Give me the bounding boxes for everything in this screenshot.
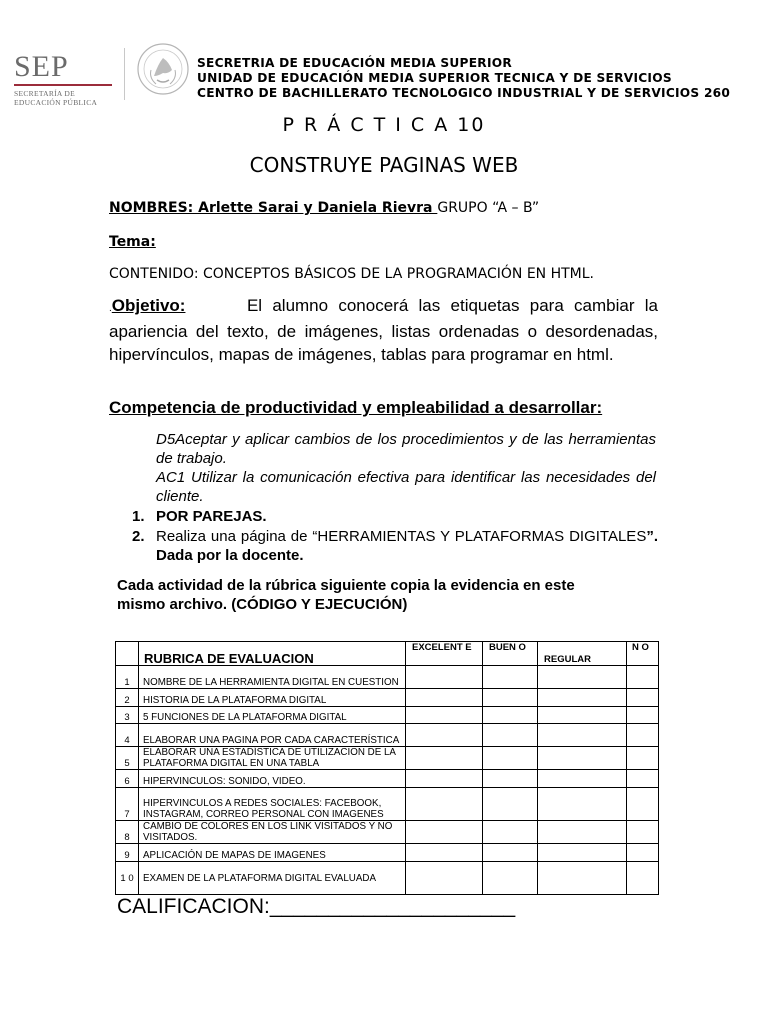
cell-regular (538, 862, 627, 895)
list-item-1 (132, 507, 658, 526)
list-item-number: 1. (132, 508, 145, 525)
institution-header (197, 56, 730, 101)
col-excelente: EXCELENT E (406, 642, 483, 666)
col-regular: REGULAR (538, 642, 627, 666)
table-row (116, 724, 659, 747)
cell-excelente (406, 770, 483, 788)
cell-bueno (483, 862, 538, 895)
sep-logo-sub-1: SECRETARÍA DE (14, 89, 76, 98)
cell-regular (538, 770, 627, 788)
row-description: HIPERVINCULOS: SONIDO, VIDEO. (139, 770, 406, 788)
row-description: ELABORAR UNA ESTADÍSTICA DE UTILIZACION DE LA PLATAFORMA DIGITAL EN UNA TABLA (139, 747, 406, 770)
row-description: APLICACIÓN DE MAPAS DE IMAGENES (139, 844, 406, 862)
cell-excelente (406, 724, 483, 747)
row-description: EXAMEN DE LA PLATAFORMA DIGITAL EVALUADA (139, 862, 406, 895)
row-number: 3 (116, 707, 139, 724)
table-row (116, 862, 659, 895)
row-number: 1 0 (116, 862, 139, 895)
rubric-table (115, 641, 659, 895)
list-item-2 (132, 527, 658, 565)
objetivo-label: Objetivo: (111, 296, 186, 315)
row-number: 4 (116, 724, 139, 747)
competencia-d5: D5Aceptar y aplicar cambios de los procedimientos y de las herramientas de trabajo. (156, 431, 656, 467)
table-row (116, 689, 659, 707)
list-item-text-a: Realiza una página de “HERRAMIENTAS Y PLATAFORMAS DIGITALES (156, 528, 647, 545)
contenido-line: CONTENIDO: CONCEPTOS BÁSICOS DE LA PROGRAMACIÓN EN HTML. (109, 266, 594, 282)
rubric-title: RUBRICA DE EVALUACION (139, 642, 406, 666)
header-line-2: UNIDAD DE EDUCACIÓN MEDIA SUPERIOR TECNICA Y DE SERVICIOS (197, 71, 672, 85)
row-number: 5 (116, 747, 139, 770)
objetivo-prefix: . (109, 303, 112, 314)
cell-bueno (483, 724, 538, 747)
sep-logo-word: SEP (14, 50, 69, 83)
instruction-text: Cada actividad de la rúbrica siguiente copia la evidencia en este mismo archivo. (CÓDIGO Y EJECUCIÓN) (117, 577, 575, 613)
cell-excelente (406, 666, 483, 689)
cell-regular (538, 666, 627, 689)
table-row (116, 821, 659, 844)
row-description: CAMBIO DE COLORES EN LOS LINK VISITADOS Y NO VISITADOS. (139, 821, 406, 844)
cell-bueno (483, 788, 538, 821)
cell-bueno (483, 689, 538, 707)
cell-regular (538, 821, 627, 844)
row-number: 6 (116, 770, 139, 788)
cell-bueno (483, 844, 538, 862)
cell-no (627, 666, 659, 689)
row-description: 5 FUNCIONES DE LA PLATAFORMA DIGITAL (139, 707, 406, 724)
cell-no (627, 747, 659, 770)
header-line-3: CENTRO DE BACHILLERATO TECNOLOGICO INDUSTRIAL Y DE SERVICIOS 260 (197, 86, 731, 100)
logo-divider (124, 48, 125, 100)
national-seal-icon (136, 40, 190, 98)
practice-subtitle: CONSTRUYE PAGINAS WEB (249, 153, 519, 177)
cell-excelente (406, 747, 483, 770)
cell-regular (538, 747, 627, 770)
row-number: 7 (116, 788, 139, 821)
header-line-1: SECRETRIA DE EDUCACIÓN MEDIA SUPERIOR (197, 56, 512, 70)
calificacion-line: CALIFICACION:_____________________ (117, 895, 516, 918)
cell-excelente (406, 707, 483, 724)
tema-label: Tema: (109, 234, 156, 250)
cell-excelente (406, 821, 483, 844)
cell-no (627, 770, 659, 788)
rubric-header-row (116, 642, 659, 666)
cell-excelente (406, 862, 483, 895)
rubric-header-num (116, 642, 139, 666)
cell-no (627, 724, 659, 747)
row-number: 1 (116, 666, 139, 689)
group-label: GRUPO “A – B” (437, 200, 540, 216)
list-item-text (156, 527, 658, 565)
list-item-number: 2. (132, 528, 145, 545)
cell-excelente (406, 844, 483, 862)
sep-logo-rule (14, 84, 112, 86)
table-row (116, 788, 659, 821)
objetivo-text: El alumno conocerá las etiquetas para cambiar la apariencia del texto, de imágenes, listas ordenadas o desordenadas, hipervínculos, mapas de imágenes, tablas para programar en html. (109, 296, 658, 364)
col-no: N O (627, 642, 659, 666)
table-row (116, 747, 659, 770)
objetivo-paragraph (109, 294, 658, 366)
cell-bueno (483, 821, 538, 844)
cell-excelente (406, 689, 483, 707)
cell-bueno (483, 770, 538, 788)
table-row (116, 707, 659, 724)
cell-regular (538, 689, 627, 707)
cell-no (627, 788, 659, 821)
cell-bueno (483, 747, 538, 770)
sep-logo-sub-2: EDUCACIÓN PÚBLICA (14, 98, 98, 107)
row-number: 2 (116, 689, 139, 707)
competencia-ac1: AC1 Utilizar la comunicación efectiva para identificar las necesidades del cliente. (156, 469, 656, 505)
table-row (116, 770, 659, 788)
cell-regular (538, 844, 627, 862)
competencia-title: Competencia de productividad y empleabilidad a desarrollar: (109, 398, 603, 417)
cell-bueno (483, 707, 538, 724)
row-number: 8 (116, 821, 139, 844)
row-description: NOMBRE DE LA HERRAMIENTA DIGITAL EN CUESTION (139, 666, 406, 689)
practice-title: P R Á C T I C A 10 (282, 114, 486, 136)
cell-excelente (406, 788, 483, 821)
table-row (116, 666, 659, 689)
cell-regular (538, 707, 627, 724)
sep-logo (14, 50, 116, 107)
row-number: 9 (116, 844, 139, 862)
cell-no (627, 821, 659, 844)
names-label: NOMBRES: Arlette Sarai y Daniela Rievra (109, 200, 438, 216)
cell-no (627, 689, 659, 707)
col-bueno: BUEN O (483, 642, 538, 666)
table-row (116, 844, 659, 862)
row-description: HIPERVINCULOS A REDES SOCIALES: FACEBOOK, INSTAGRAM, CORREO PERSONAL CON IMAGENES (139, 788, 406, 821)
cell-regular (538, 788, 627, 821)
cell-no (627, 862, 659, 895)
cell-no (627, 707, 659, 724)
row-description: HISTORIA DE LA PLATAFORMA DIGITAL (139, 689, 406, 707)
cell-bueno (483, 666, 538, 689)
cell-no (627, 844, 659, 862)
cell-regular (538, 724, 627, 747)
list-item-text-b: ”. Dada por la docente. (156, 528, 658, 564)
list-item-text: POR PAREJAS. (156, 508, 267, 525)
names-line (109, 200, 539, 216)
row-description: ELABORAR UNA PAGINA POR CADA CARACTERÍSTICA (139, 724, 406, 747)
